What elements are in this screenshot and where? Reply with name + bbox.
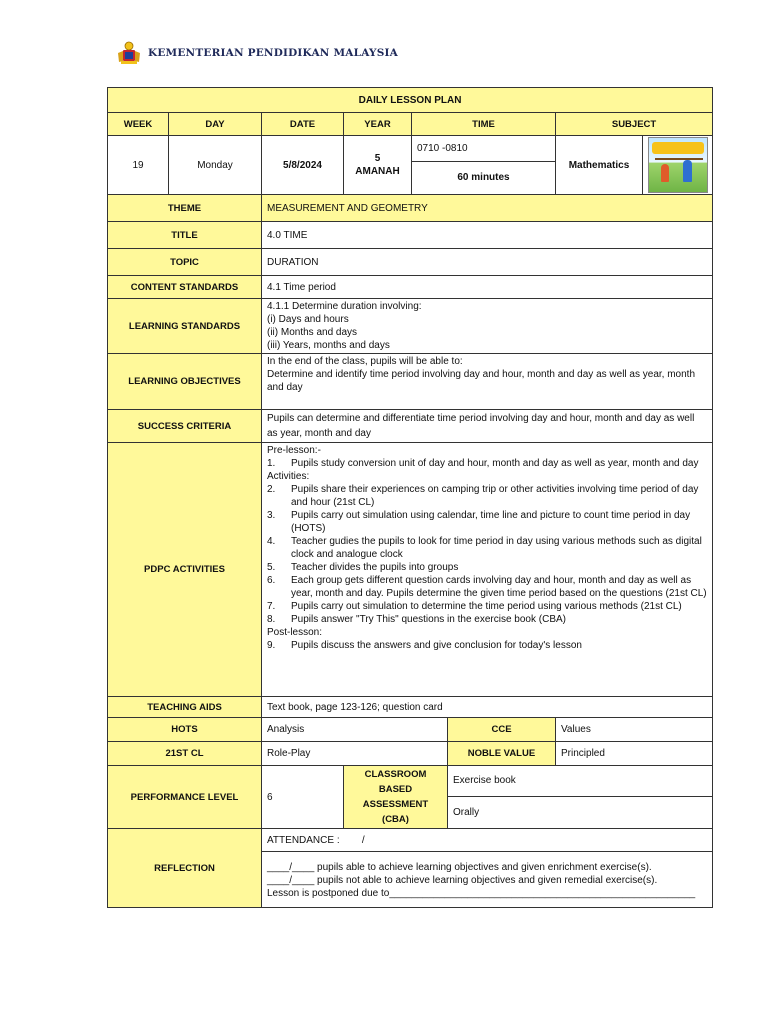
list-item: 7. Pupils carry out simulation to determine the time period using various methods (21st CL) [267, 601, 682, 612]
col-year: YEAR [344, 113, 412, 136]
col-date: DATE [262, 113, 344, 136]
cba-label: CLASSROOM BASED ASSESSMENT (CBA) [344, 766, 448, 829]
lesson-plan-table [107, 87, 713, 908]
malaysia-crest-icon [116, 41, 142, 65]
theme-label: THEME [108, 195, 262, 222]
list-item: 8. Pupils answer "Try This" questions in the exercise book (CBA) [267, 614, 566, 625]
learning-objectives-label: LEARNING OBJECTIVES [108, 354, 262, 410]
time-range: 0710 -0810 [412, 136, 556, 162]
learning-standards-label: LEARNING STANDARDS [108, 299, 262, 354]
ministry-name: KEMENTERIAN PENDIDIKAN MALAYSIA [148, 47, 398, 59]
title-value: 4.0 TIME [262, 222, 713, 249]
teaching-aids-value: Text book, page 123-126; question card [262, 697, 713, 718]
performance-level-label: PERFORMANCE LEVEL [108, 766, 262, 829]
reflection-line: ____/____ pupils able to achieve learning objectives and given enrichment exercise(s). [267, 862, 652, 873]
pre-lesson-heading: Pre-lesson:- [267, 445, 321, 456]
pdpc-label: PDPC ACTIVITIES [108, 443, 262, 697]
performance-level-value: 6 [262, 766, 344, 829]
page-header [116, 40, 398, 66]
list-item: 9. Pupils discuss the answers and give conclusion for today's lesson [267, 640, 582, 651]
topic-value: DURATION [262, 249, 713, 276]
learning-standards-value [262, 299, 713, 354]
year-class: AMANAH [355, 166, 400, 177]
list-item: 3. Pupils carry out simulation using calendar, time line and picture to count time period in day (HOTS) [267, 510, 691, 534]
list-item: 2. Pupils share their experiences on camping trip or other activities involving time period of day and hour (21st CL) [267, 484, 699, 508]
activities-heading: Activities: [267, 471, 310, 482]
duration-value: 60 minutes [412, 161, 556, 194]
cce-label: CCE [448, 718, 556, 742]
col-time: TIME [412, 113, 556, 136]
21st-cl-value: Role-Play [262, 742, 448, 766]
reflection-line: ____/____ pupils not able to achieve learning objectives and given remedial exercise(s). [267, 875, 658, 886]
plan-title: DAILY LESSON PLAN [108, 88, 713, 113]
theme-value: MEASUREMENT AND GEOMETRY [262, 195, 713, 222]
list-item: 5. Teacher divides the pupils into groups [267, 562, 459, 573]
ls-line: 4.1.1 Determine duration involving: [267, 301, 422, 312]
subject-value: Mathematics [556, 136, 643, 195]
reflection-label: REFLECTION [108, 829, 262, 908]
day-value: Monday [169, 136, 262, 195]
noble-value-value: Principled [556, 742, 713, 766]
attendance-line: ATTENDANCE : / [262, 829, 713, 852]
list-item: 1. Pupils study conversion unit of day and hour, month and day as well as year, month and day [267, 458, 699, 469]
hots-label: HOTS [108, 718, 262, 742]
learning-objectives-value [262, 354, 713, 410]
cba-exercise-book: Exercise book [448, 766, 713, 797]
noble-value-label: NOBLE VALUE [448, 742, 556, 766]
content-standards-value: 4.1 Time period [262, 276, 713, 299]
list-item: 6. Each group gets different question cards involving day and hour, month and day as well as year, month and day. Pupils determine the given time period based on the questions (21st CL) [267, 575, 707, 599]
post-lesson-heading: Post-lesson: [267, 627, 323, 638]
week-value: 19 [108, 136, 169, 195]
21st-cl-label: 21ST CL [108, 742, 262, 766]
date-value: 5/8/2024 [262, 136, 344, 195]
reflection-notes [262, 852, 713, 908]
success-criteria-value: Pupils can determine and differentiate time period involving day and hour, month and day as well as year, month and day [262, 410, 713, 443]
list-item: 4. Teacher gudies the pupils to look for time period in day using various methods such as digital clock and analogue clock [267, 536, 702, 560]
ls-line: (ii) Months and days [267, 327, 358, 338]
title-label: TITLE [108, 222, 262, 249]
book-cover-cell [643, 136, 713, 195]
hots-value: Analysis [262, 718, 448, 742]
cba-orally: Orally [448, 796, 713, 828]
ls-line: (iii) Years, months and days [267, 340, 390, 351]
col-week: WEEK [108, 113, 169, 136]
topic-label: TOPIC [108, 249, 262, 276]
lo-line: Determine and identify time period involving day and hour, month and day as well as year, month and day [267, 369, 696, 393]
teaching-aids-label: TEACHING AIDS [108, 697, 262, 718]
lo-line: In the end of the class, pupils will be able to: [267, 356, 463, 367]
col-subject: SUBJECT [556, 113, 713, 136]
textbook-cover-icon [648, 137, 708, 193]
pdpc-activities [262, 443, 713, 697]
cce-value: Values [556, 718, 713, 742]
year-number: 5 [374, 153, 381, 164]
col-day: DAY [169, 113, 262, 136]
ls-line: (i) Days and hours [267, 314, 349, 325]
reflection-line: Lesson is postponed due to_______________________________________________________ [267, 888, 696, 899]
success-criteria-label: SUCCESS CRITERIA [108, 410, 262, 443]
year-value [344, 136, 412, 195]
content-standards-label: CONTENT STANDARDS [108, 276, 262, 299]
